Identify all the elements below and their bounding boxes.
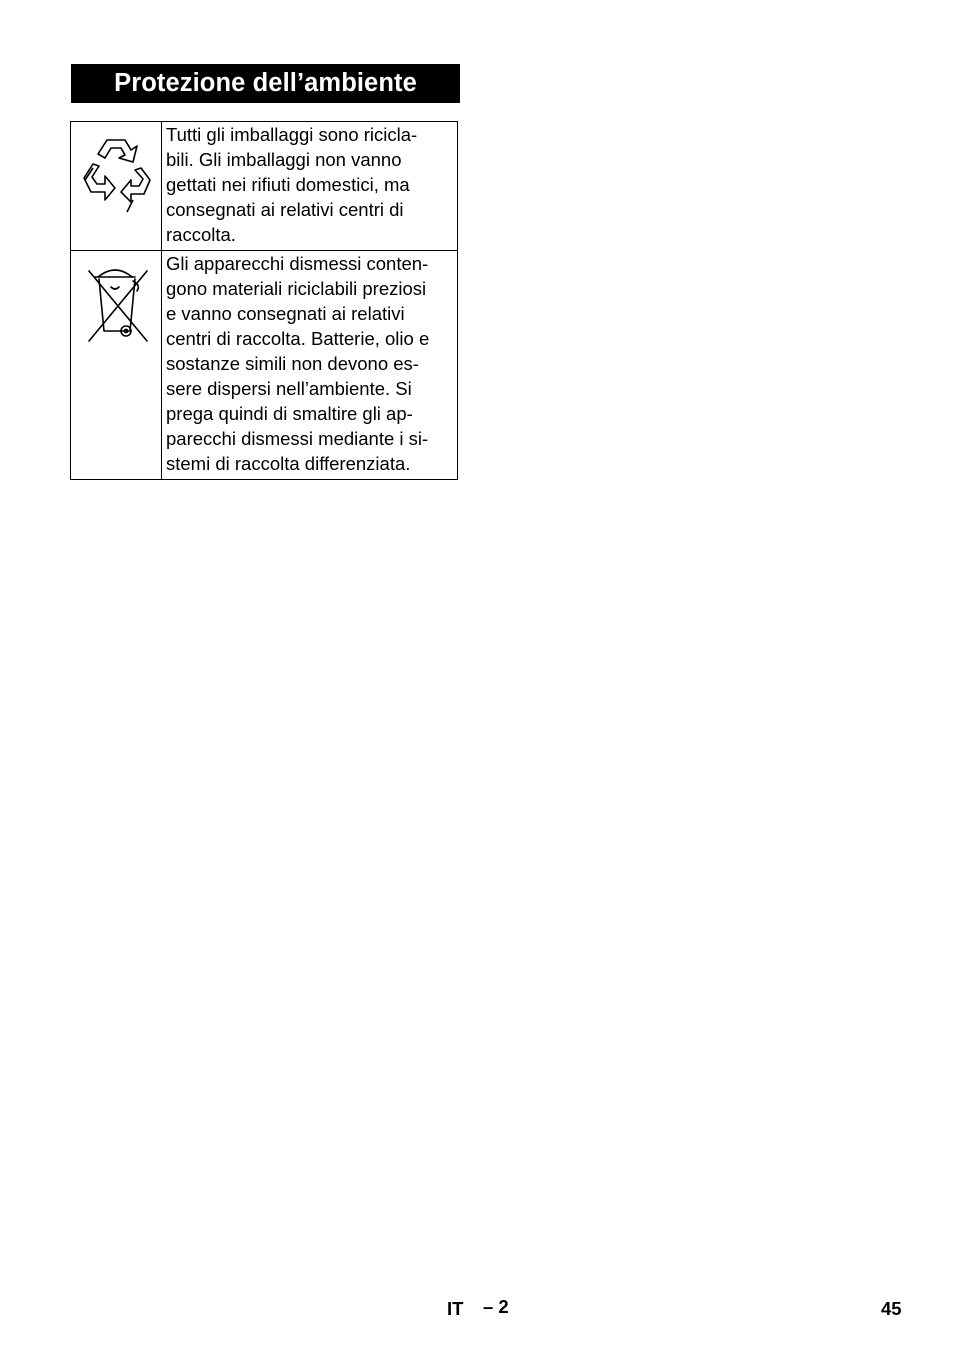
table-cell-text: Tutti gli imballaggi sono ricicla- bili. Gli imballaggi non vanno gettati nei rifiuti domestici, ma consegnati ai relativi centri di raccolta. — [162, 122, 458, 251]
footer-sub-page: – 2 — [483, 1296, 509, 1317]
page-number: 45 — [881, 1298, 902, 1319]
recycling-icon — [71, 122, 161, 250]
icon-cell — [71, 251, 162, 480]
table-cell-text: Gli apparecchi dismessi conten- gono materiali riciclabili preziosi e vanno consegnati ai relativi centri di raccolta. Batterie, olio e sostanze simili non devono es- sere dispersi nell’ambiente. Si prega quindi di smaltire gli ap- parecchi dismessi mediante i si- stemi di raccolta differenziata. — [162, 251, 458, 480]
crossed-out-wheelie-bin-icon — [71, 251, 161, 479]
footer-language: IT — [447, 1298, 464, 1319]
environment-table — [70, 121, 458, 480]
section-title: Protezione dell’ambiente — [71, 64, 460, 103]
icon-cell — [71, 122, 162, 251]
table-row — [71, 251, 458, 480]
table-row — [71, 122, 458, 251]
